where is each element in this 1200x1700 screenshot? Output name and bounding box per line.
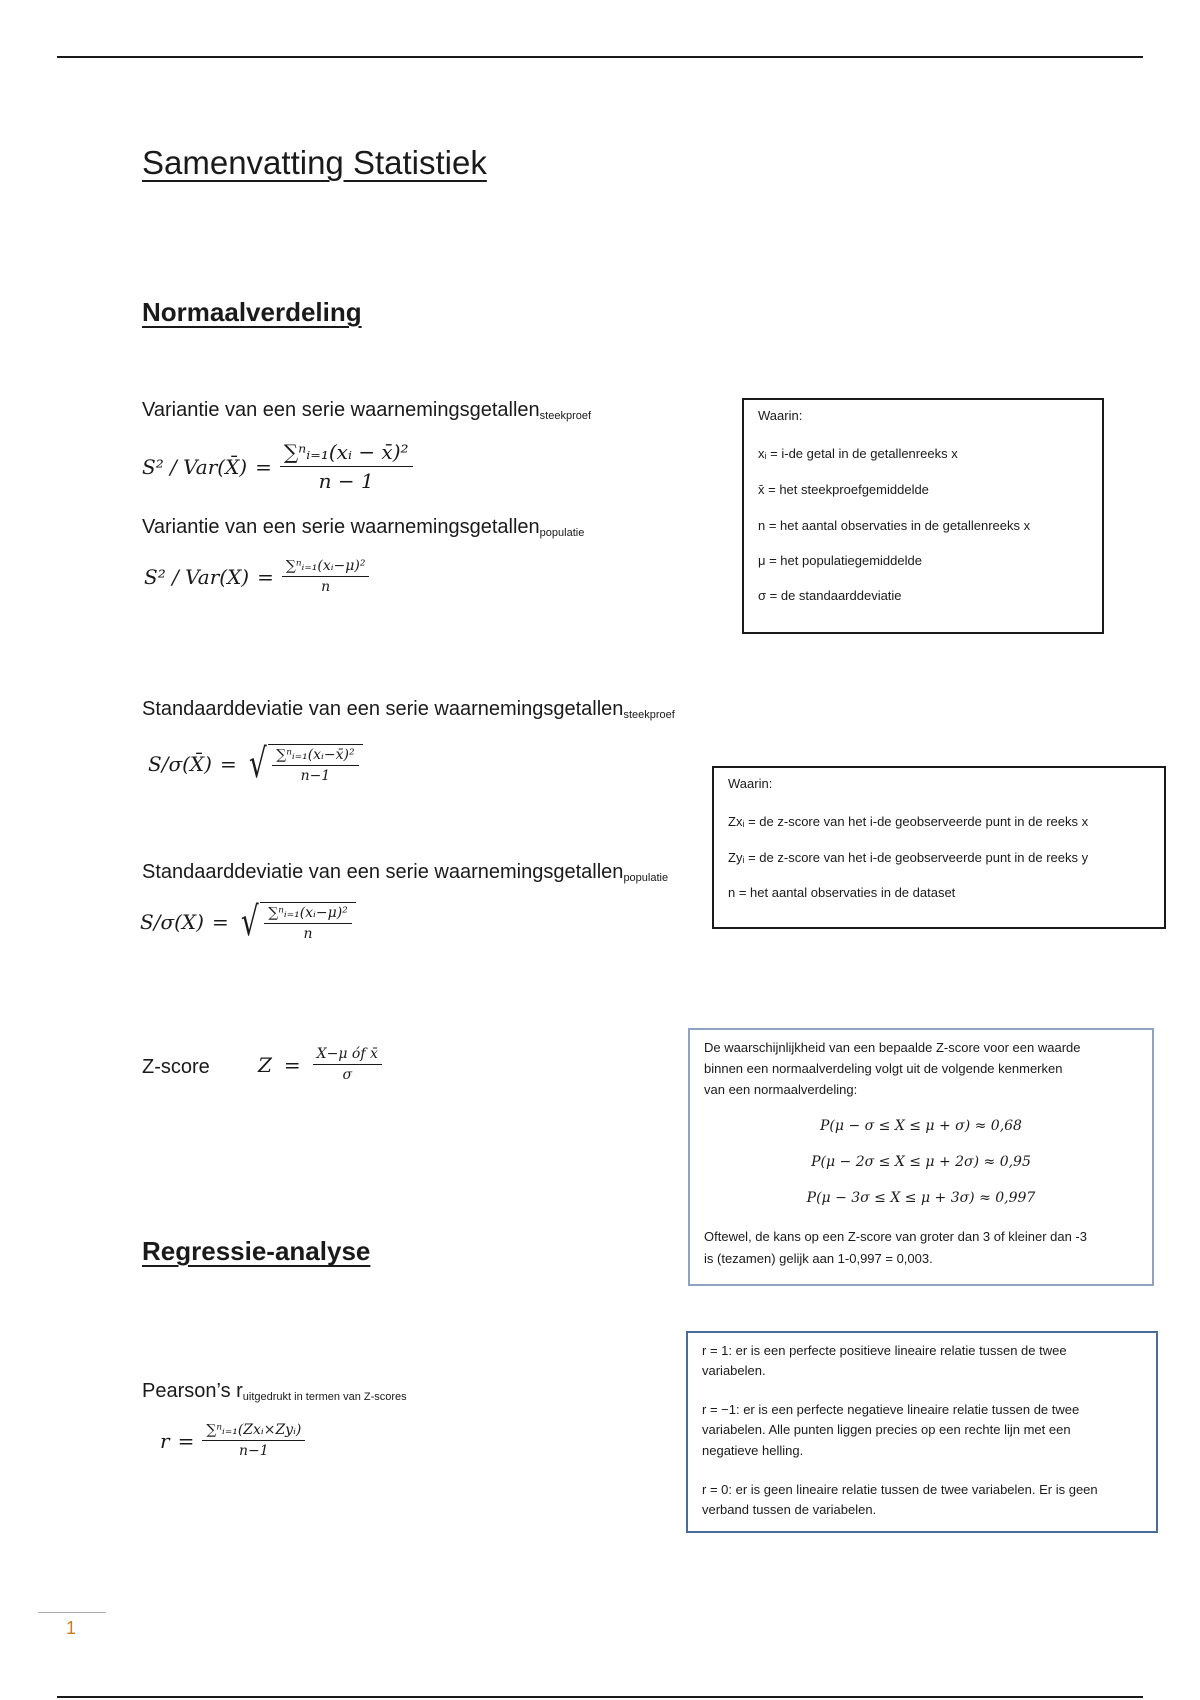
box2-heading: Waarin: [728,776,773,791]
box4-text: variabelen. Alle punten liggen precies op een rechte lijn met een [702,1422,1071,1437]
footer-rule [57,1696,1143,1698]
box4-text: verband tussen de variabelen. [702,1502,877,1517]
sd-sample-label: Standaarddeviatie van een serie waarnemingsgetallen$_{steekproef}$ [142,698,675,721]
var-pop-label: Variantie van een serie waarnemingsgetallen$_{populatie}$ [142,516,585,539]
sd-sample-formula: S/σ(X̄) = √ $\frac{\text{∑ⁿᵢ₌₁(xᵢ−x̄)²}}{n-1}$ [148,744,363,784]
box4-text: r = 1: er is een perfecte positieve lineaire relatie tussen de twee [702,1343,1067,1358]
box3-text: is (tezamen) gelijk aan 1-0,997 = 0,003. [704,1251,933,1266]
definitions-box-2 [712,766,1166,929]
box4-text: variabelen. [702,1363,766,1378]
box1-line: μ = het populatiegemiddelde [758,553,922,568]
probability-formula: P(μ − σ ≤ X ≤ μ + σ) ≈ 0,68 [820,1118,1022,1134]
box3-text: binnen een normaalverdeling volgt uit de volgende kenmerken [704,1061,1063,1076]
pearson-label: Pearson’s $r_{uitgedrukt in termen van Z-scores}$ [142,1380,407,1403]
section-normaalverdeling: Normaalverdeling [142,297,362,327]
probability-formula: P(μ − 2σ ≤ X ≤ μ + 2σ) ≈ 0,95 [811,1154,1031,1170]
var-sample-label: Variantie van een serie waarnemingsgetallen$_{steekproef}$ [142,399,592,422]
box4-text: r = 0: er is geen lineaire relatie tussen de twee variabelen. Er is geen [702,1482,1098,1497]
box2-line: n = het aantal observaties in de dataset [728,885,956,900]
page-title: Samenvatting Statistiek [142,144,487,181]
sd-pop-label: Standaarddeviatie van een serie waarnemingsgetallen$_{populatie}$ [142,861,669,884]
probability-box [688,1028,1154,1286]
box1-line: σ = de standaarddeviatie [758,588,902,603]
box2-line: Zyᵢ = de z-score van het i-de geobserveerde punt in de reeks y [728,850,1089,865]
box1-line: x̄ = het steekproefgemiddelde [758,482,929,497]
box4-text: r = −1: er is een perfecte negatieve lineaire relatie tussen de twee [702,1402,1080,1417]
header-rule [57,56,1143,58]
pearson-interpretation-box [686,1331,1158,1533]
probability-formula: P(μ − 3σ ≤ X ≤ μ + 3σ) ≈ 0,997 [806,1190,1036,1206]
sd-pop-formula: S/σ(X) = √ $\frac{\text{∑ⁿᵢ₌₁(xᵢ−μ)²}}{n}$ [140,902,356,942]
var-pop-formula: S² / Var(X) = $\frac{\text{∑ⁿᵢ₌₁(xᵢ−μ)²}}{n}$ [144,558,369,595]
var-sample-formula: S² / Var(X̄) = $\frac{\text{∑ⁿᵢ₌₁(xᵢ − x̄)²}}{n - 1}$ [142,440,413,493]
box1-line: n = het aantal observaties in de getallenreeks x [758,518,1031,533]
page-number-rule [38,1612,106,1613]
definitions-box-1 [742,398,1104,634]
box3-text: Oftewel, de kans op een Z-score van groter dan 3 of kleiner dan -3 [704,1229,1087,1244]
zscore-label: Z-score [142,1056,210,1078]
pearson-formula: r = $\frac{\text{∑ⁿᵢ₌₁(Zxᵢ×Zyᵢ)}}{n-1}$ [160,1422,305,1459]
box2-line: Zxᵢ = de z-score van het i-de geobserveerde punt in de reeks x [728,814,1089,829]
page-number: 1 [66,1618,77,1638]
box3-text: De waarschijnlijkheid van een bepaalde Z-score voor een waarde [704,1040,1081,1055]
box1-heading: Waarin: [758,408,803,423]
section-regressie: Regressie-analyse [142,1236,371,1266]
box3-text: van een normaalverdeling: [704,1082,858,1097]
box4-text: negatieve helling. [702,1443,804,1458]
box1-line: xᵢ = i-de getal in de getallenreeks x [758,446,958,461]
zscore-formula: Z = $\frac{\text{X−μ óf x̄}}{\sigma}$ [258,1046,382,1083]
